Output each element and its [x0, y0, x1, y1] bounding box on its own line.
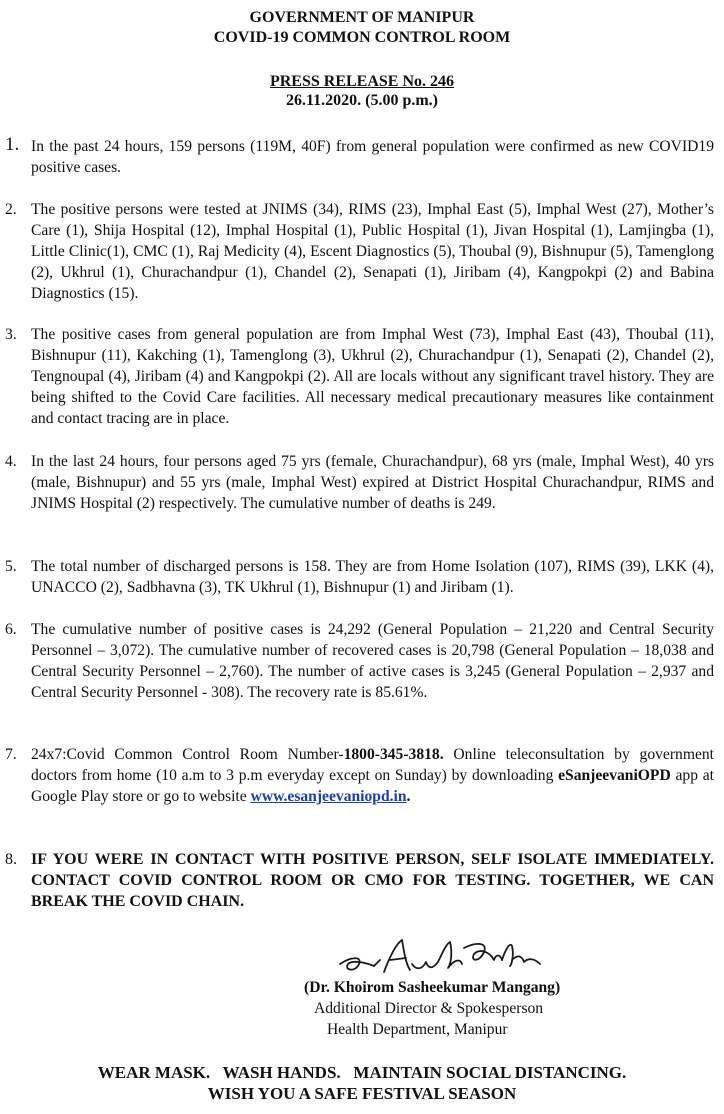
item-text [31, 744, 714, 807]
government-heading: GOVERNMENT OF MANIPUR [249, 9, 475, 26]
item-number: 3. [5, 326, 17, 343]
item-number: 6. [5, 621, 17, 638]
item-text: The positive persons were tested at JNIMS (34), RIMS (23), Imphal East (5), Imphal West (27), Mother’s Care (1), Shija Hospital (12), Imphal Hospital (1), Public Hospital (1), Jivan Hospital (1), Lamjingba (1), Little Clinic(1), CMC (1), Raj Medicity (4), Escent Diagnostics (5), Thoubal (9), Bishnupur (5), Tamenglong (2), Ukhrul (1), Churachandpur (1), Chandel (2), Senapati (1), Jiribam (4), Kangpokpi (2) and Babina Diagnostics (15). [31, 201, 714, 302]
safety-slogan: WEAR MASK. WASH HANDS. MAINTAIN SOCIAL DISTANCING. [97, 1063, 627, 1082]
release-datetime: 26.11.2020. (5.00 p.m.) [286, 92, 438, 109]
item-number: 4. [5, 453, 17, 470]
app-name: eSanjeevaniOPD [558, 767, 671, 784]
item-text: The positive cases from general population are from Imphal West (73), Imphal East (43), Thoubal (11), Bishnupur (11), Kakching (1), Tamenglong (3), Ukhrul (2), Churachandpur (1), Senapati (2), Chandel (2), Tengnoupal (4), Jiribam (4) and Kangpokpi (2). All are locals without any significant travel history. They are being shifted to the Covid Care facilities. All necessary medical precautionary measures like containment and contact tracing are in place. [31, 326, 714, 427]
item-text: The cumulative number of positive cases is 24,292 (General Population – 21,220 and Central Security Personnel – 3,072). The cumulative number of recovered cases is 20,798 (General Population – 18,038 and Central Security Personnel – 2,760). The number of active cases is 3,245 (General Population – 2,937 and Central Security Personnel - 308). The recovery rate is 85.61%. [31, 621, 714, 701]
item-text: In the past 24 hours, 159 persons (119M, 40F) from general population were confirmed as new COVID19 positive cases. [31, 138, 714, 176]
item-number: 1. [5, 134, 20, 155]
item-number: 5. [5, 558, 17, 575]
store-text: app at Google Play store or go to website [31, 767, 714, 805]
item-text: The total number of discharged persons is 158. They are from Home Isolation (107), RIMS (39), LKK (4), UNACCO (2), Sadbhavna (3), TK Ukhrul (1), Bishnupur (1) and Jiribam (1). [31, 558, 714, 596]
teleconsultation-text: Online teleconsultation by government doctors from home (10 a.m to 3 p.m everyday except on Sunday) by downloading [31, 746, 715, 784]
item-text: IF YOU WERE IN CONTACT WITH POSITIVE PERSON, SELF ISOLATE IMMEDIATELY. CONTACT COVID CONTROL ROOM OR CMO FOR TESTING. TOGETHER, WE CAN BREAK THE COVID CHAIN. [31, 851, 714, 910]
link-period: . [406, 788, 411, 805]
handwritten-signature [334, 934, 548, 978]
signatory-name: (Dr. Khoirom Sasheekumar Mangang) [304, 979, 561, 996]
festival-greeting: WISH YOU A SAFE FESTIVAL SEASON [207, 1084, 517, 1103]
signatory-title: Additional Director & Spokesperson [314, 1000, 544, 1017]
control-room-heading: COVID-19 COMMON CONTROL ROOM [213, 29, 511, 46]
control-room-text: 24x7:Covid Common Control Room Number- [31, 746, 344, 763]
press-release-number: PRESS RELEASE No. 246 [269, 73, 455, 90]
signatory-department: Health Department, Manipur [327, 1021, 508, 1038]
website-link[interactable]: www.esanjeevaniopd.in [250, 788, 407, 805]
item-text: In the last 24 hours, four persons aged 75 yrs (female, Churachandpur), 68 yrs (male, Imphal West), 40 yrs (male, Bishnupur) and 55 yrs (male, Imphal West) expired at District Hospital Churachandpur, RIMS and JNIMS Hospital (2) respectively. The cumulative number of deaths is 249. [31, 453, 714, 512]
item-number: 8. [5, 851, 17, 868]
item-number: 7. [5, 746, 17, 763]
item-number: 2. [5, 201, 17, 218]
helpline-number: 1800-345-3818. [343, 746, 444, 763]
